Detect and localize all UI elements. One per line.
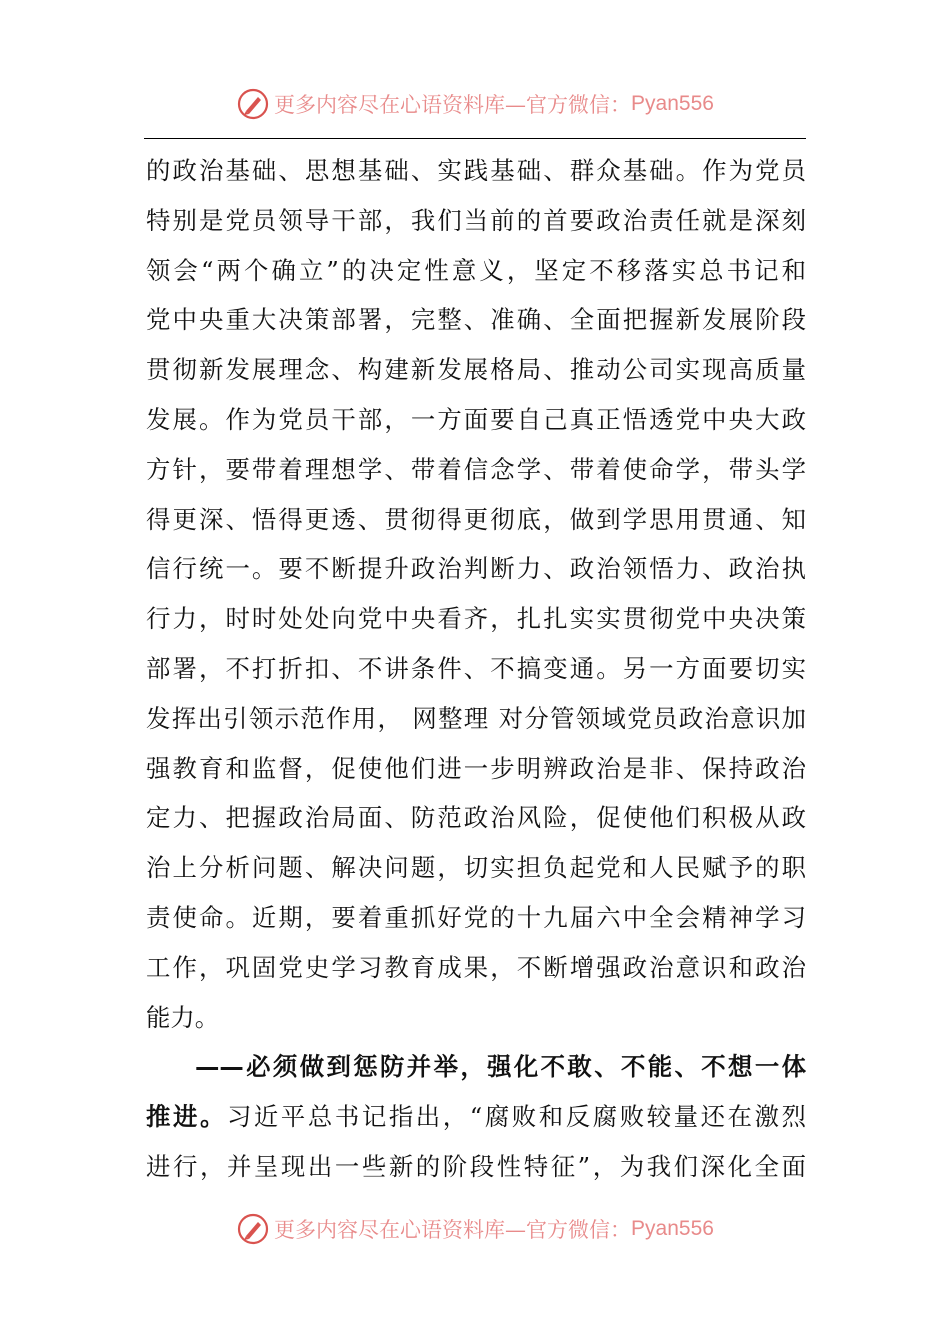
body-line: 治上分析问题、解决问题，切实担负起党和人民赋予的职 — [146, 853, 806, 883]
body-line: 发挥出引领示范作用， 网整理 对分管领域党员政治意识加 — [146, 703, 806, 733]
watermark-wechat-id: Pyan556 — [631, 1217, 714, 1240]
body-line: 方针，要带着理想学、带着信念学、带着使命学，带头学 — [146, 454, 806, 484]
header-watermark — [0, 84, 950, 124]
body-line: 的政治基础、思想基础、实践基础、群众基础。作为党员 — [146, 156, 806, 185]
body-line: 工作，巩固党史学习教育成果，不断增强政治意识和政治 — [146, 952, 806, 982]
body-line: 强教育和监督，促使他们进一步明辨政治是非、保持政治 — [146, 753, 806, 783]
pen-nib-circle-icon — [236, 87, 270, 121]
document-body — [146, 146, 806, 1192]
body-line: 定力、把握政治局面、防范政治风险，促使他们积极从政 — [146, 803, 806, 833]
body-line: 部署，不打折扣、不讲条件、不搞变通。另一方面要切实 — [146, 653, 806, 683]
watermark-text: 更多内容尽在心语资料库—官方微信： — [274, 1218, 632, 1242]
body-line: 责使命。近期，要着重抓好党的十九届六中全会精神学习 — [146, 902, 806, 932]
watermark-wechat-id: Pyan556 — [631, 92, 714, 115]
body-line-text: 习近平总书记指出，“腐败和反腐败较量还在激烈 — [226, 1102, 806, 1132]
footer-watermark — [0, 1209, 950, 1249]
body-line: 行力，时时处处向党中央看齐，扎扎实实贯彻党中央决策 — [146, 604, 806, 634]
section-heading-end: 推进。 — [146, 1102, 227, 1132]
section-heading: ——必须做到惩防并举，强化不敢、不能、不想一体 — [195, 1052, 806, 1082]
body-line: 能力。 — [146, 1002, 220, 1032]
body-line: 领会“两个确立”的决定性意义，坚定不移落实总书记和 — [146, 255, 806, 285]
body-line: 得更深、悟得更透、贯彻得更彻底，做到学思用贯通、知 — [146, 504, 806, 534]
body-line: 贯彻新发展理念、构建新发展格局、推动公司实现高质量 — [146, 355, 806, 385]
header-divider — [144, 138, 806, 139]
body-line: 发展。作为党员干部，一方面要自己真正悟透党中央大政 — [146, 404, 806, 434]
watermark-text: 更多内容尽在心语资料库—官方微信： — [274, 93, 632, 117]
body-line: 进行，并呈现出一些新的阶段性特征”，为我们深化全面 — [146, 1151, 806, 1181]
body-line: 特别是党员领导干部，我们当前的首要政治责任就是深刻 — [146, 205, 806, 235]
body-line — [146, 1092, 806, 1142]
body-line: 信行统一。要不断提升政治判断力、政治领悟力、政治执 — [146, 554, 806, 584]
body-line: 党中央重大决策部署，完整、准确、全面把握新发展阶段 — [146, 305, 806, 335]
pen-nib-circle-icon — [236, 1212, 270, 1246]
